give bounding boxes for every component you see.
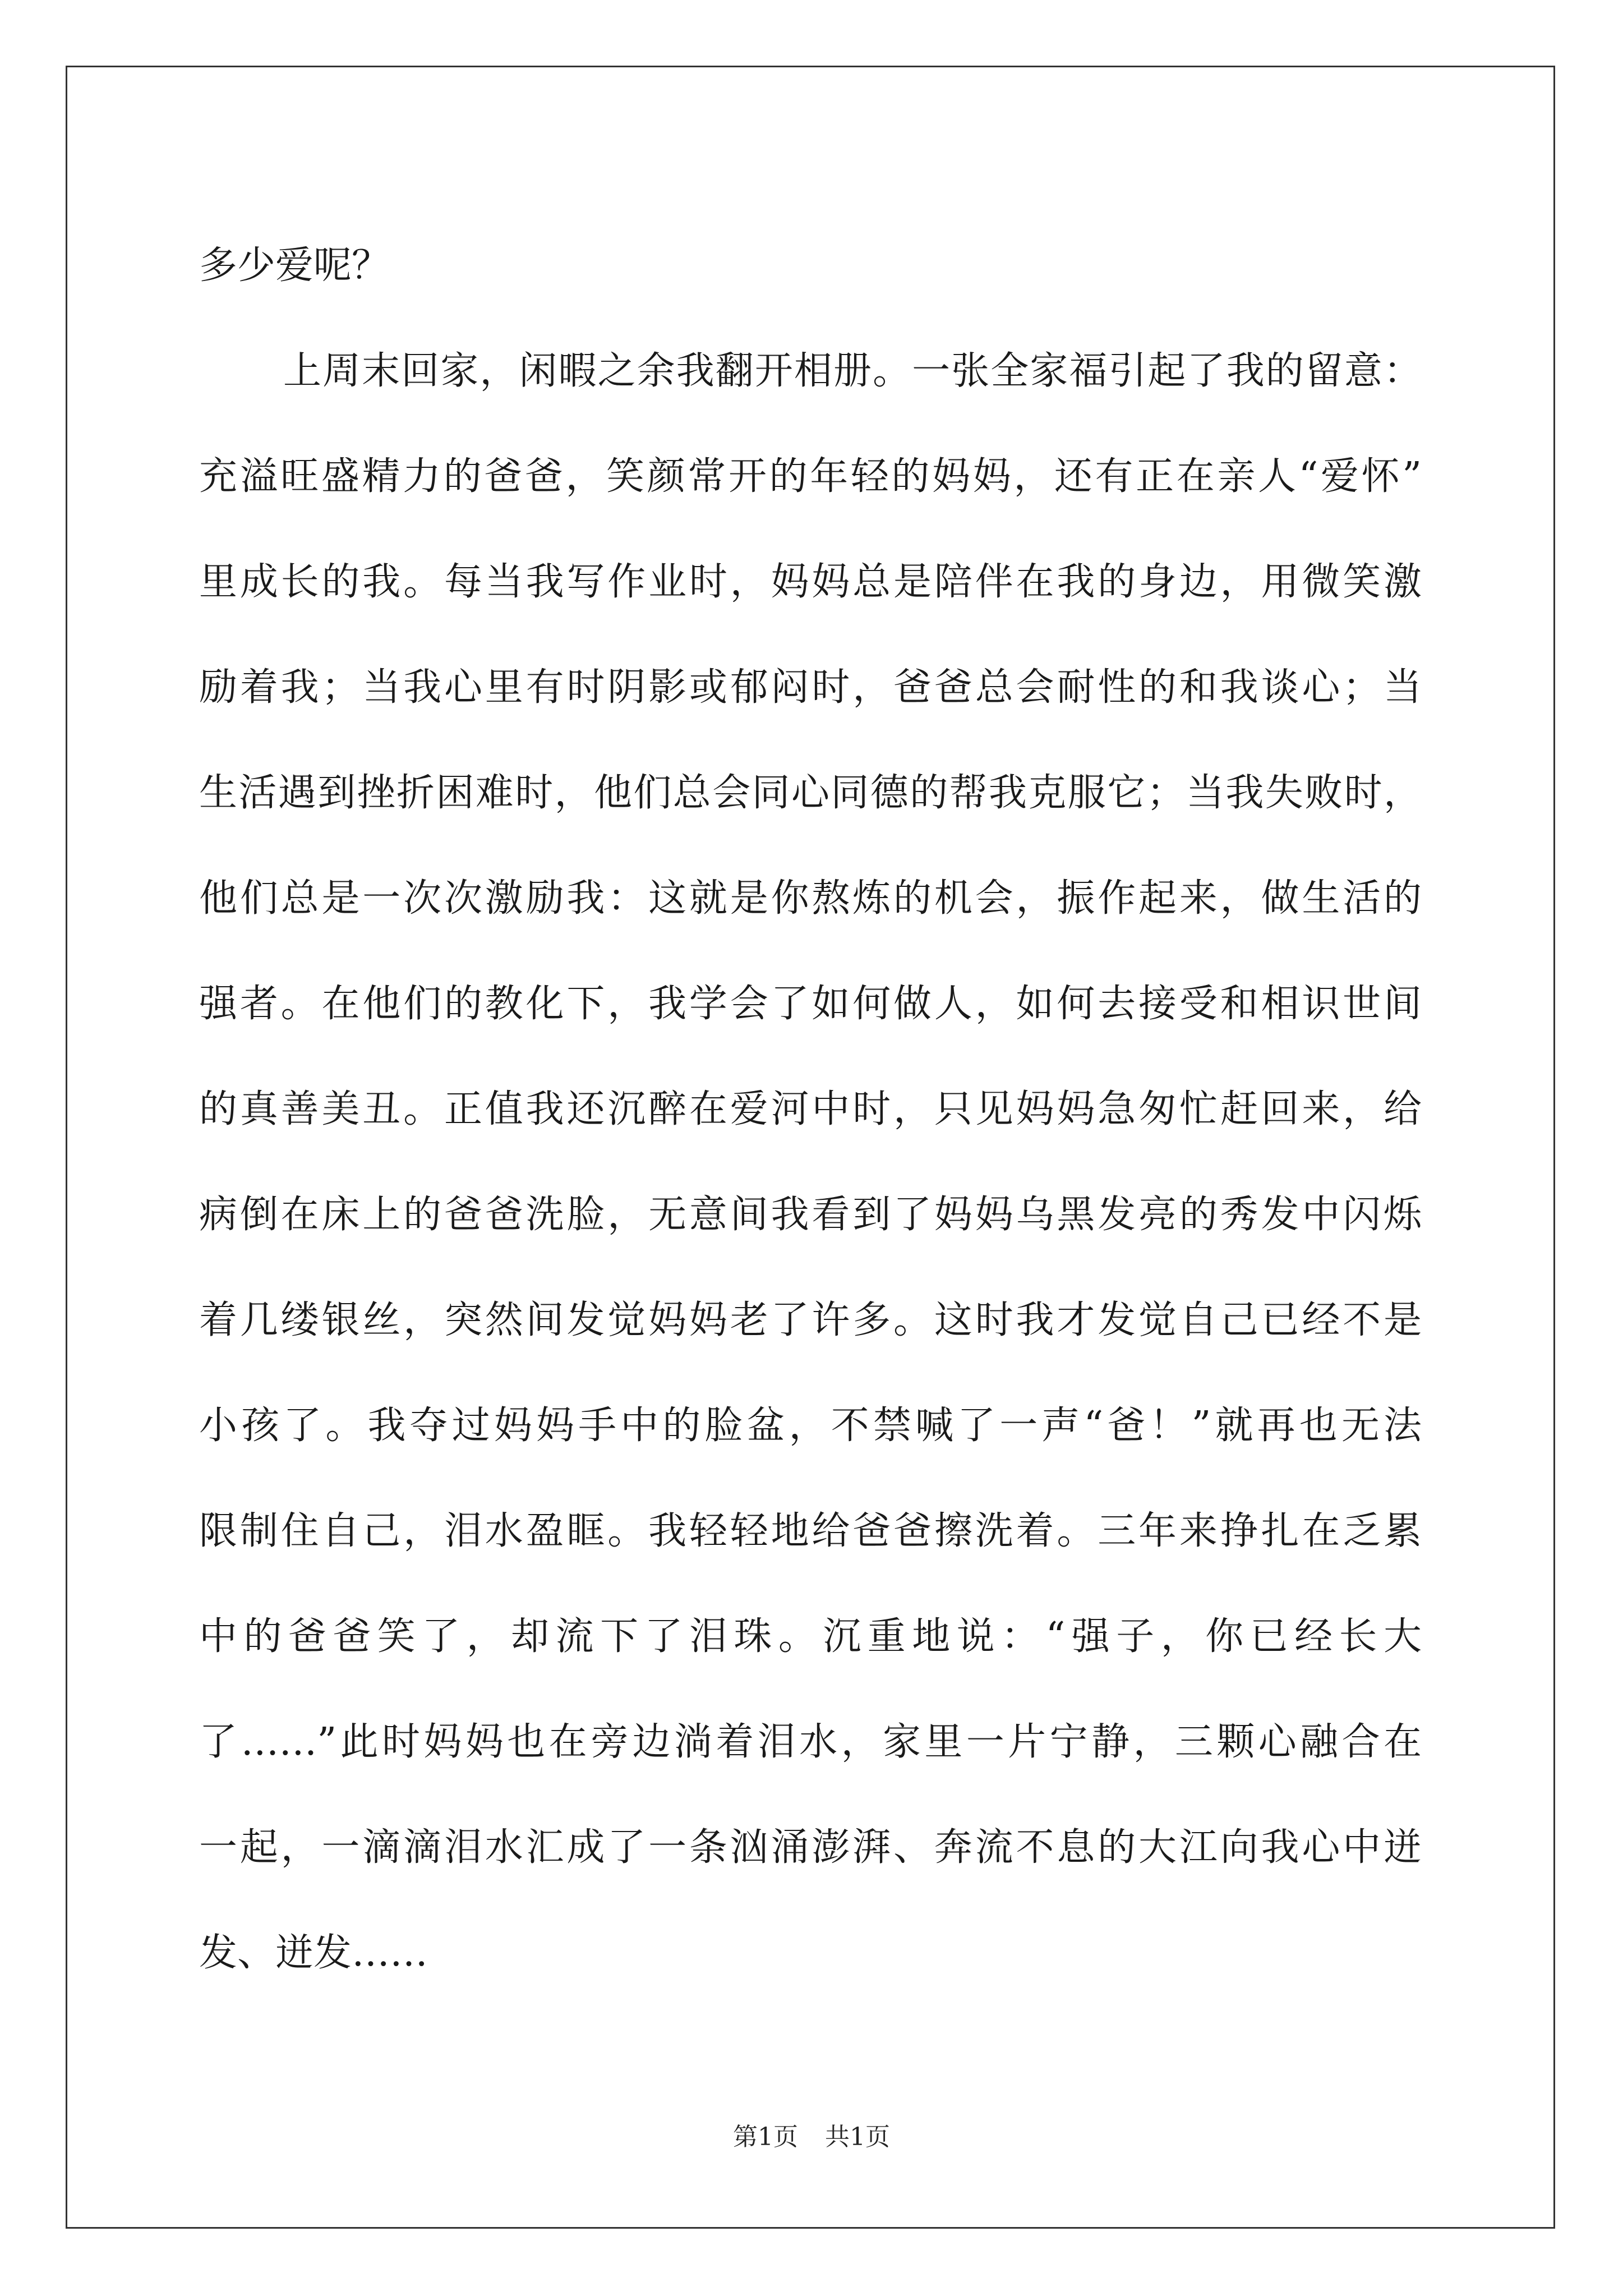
text-line: 强者。在他们的教化下，我学会了如何做人，如何去接受和相识世间 — [199, 982, 1422, 1026]
text-line: 一起，一滴滴泪水汇成了一条汹涌澎湃、奔流不息的大江向我心中迸 — [199, 1825, 1422, 1870]
text-line: 病倒在床上的爸爸洗脸，无意间我看到了妈妈乌黑发亮的秀发中闪烁 — [199, 1193, 1422, 1237]
text-line: 限制住自己，泪水盈眶。我轻轻地给爸爸擦洗着。三年来挣扎在乏累 — [199, 1509, 1422, 1553]
text-line: 小孩了。我夺过妈妈手中的脸盆，不禁喊了一声“爸！”就再也无法 — [199, 1404, 1422, 1448]
text-line: 的真善美丑。正值我还沉醉在爱河中时，只见妈妈急匆忙赶回来，给 — [199, 1087, 1422, 1131]
text-line: 生活遇到挫折困难时，他们总会同心同德的帮我克服它；当我失败时， — [199, 771, 1422, 815]
text-line: 多少爱呢？ — [199, 243, 390, 288]
page-footer — [0, 2120, 1623, 2154]
text-line: 着几缕银丝，突然间发觉妈妈老了许多。这时我才发觉自己已经不是 — [199, 1298, 1422, 1342]
text-line: 上周末回家，闲暇之余我翻开相册。一张全家福引起了我的留意： — [283, 349, 1422, 393]
text-line: 他们总是一次次激励我：这就是你熬炼的机会，振作起来，做生活的 — [199, 876, 1422, 921]
total-pages: 共1页 — [825, 2123, 890, 2151]
text-line: 里成长的我。每当我写作业时，妈妈总是陪伴在我的身边，用微笑激 — [199, 560, 1422, 604]
text-line: 发、迸发…… — [199, 1931, 428, 1975]
text-line: 中的爸爸笑了，却流下了泪珠。沉重地说：“强子，你已经长大 — [199, 1614, 1422, 1659]
text-line: 充溢旺盛精力的爸爸，笑颜常开的年轻的妈妈，还有正在亲人“爱怀” — [199, 454, 1422, 499]
page-number: 第1页 — [733, 2123, 798, 2151]
document-body — [199, 213, 1422, 2006]
text-line: 励着我；当我心里有时阴影或郁闷时，爸爸总会耐性的和我谈心；当 — [199, 665, 1422, 710]
text-line: 了……”此时妈妈也在旁边淌着泪水，家里一片宁静，三颗心融合在 — [199, 1720, 1422, 1764]
